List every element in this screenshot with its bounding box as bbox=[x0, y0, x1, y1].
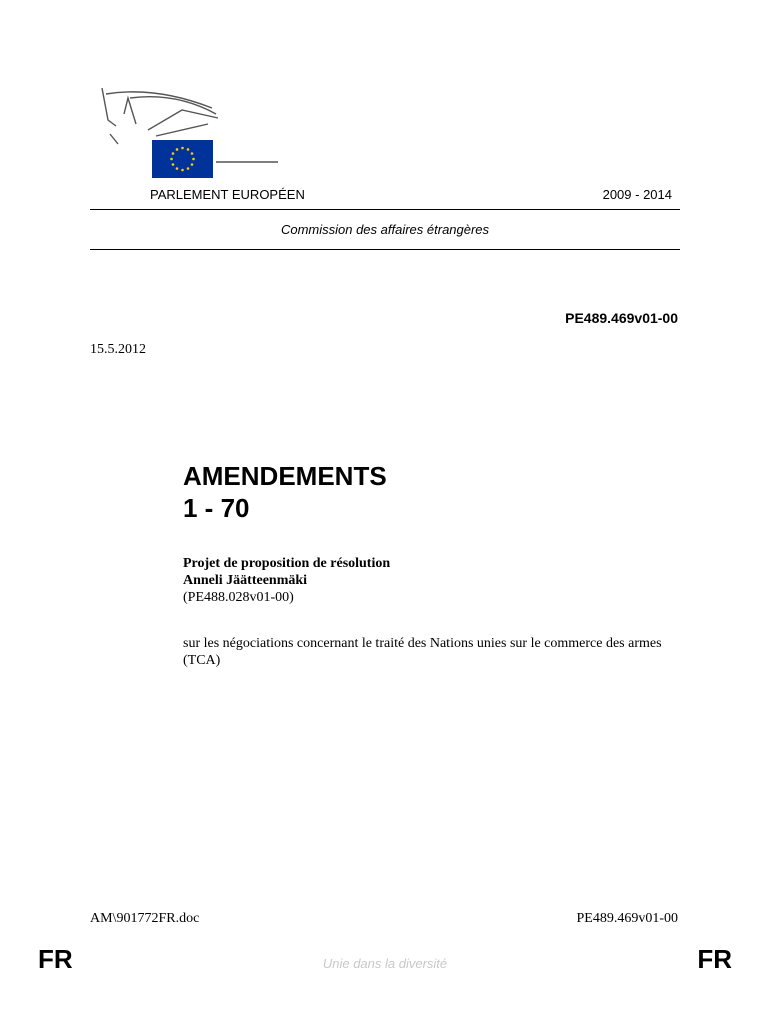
document-title bbox=[183, 460, 387, 524]
eu-star-icon bbox=[176, 167, 179, 170]
committee-name: Commission des affaires étrangères bbox=[280, 222, 490, 237]
draft-label: Projet de proposition de résolution bbox=[183, 556, 391, 571]
eu-star-icon bbox=[176, 148, 179, 151]
header-row bbox=[150, 187, 672, 202]
eu-motto: Unie dans la diversité bbox=[322, 956, 448, 971]
draft-info bbox=[183, 555, 390, 606]
document-reference: PE489.469v01-00 bbox=[565, 310, 678, 326]
title-line-2: 1 - 70 bbox=[183, 493, 250, 523]
header-divider-top bbox=[90, 209, 680, 210]
eu-star-icon bbox=[181, 169, 184, 172]
eu-star-icon bbox=[172, 152, 175, 155]
eu-star-icon bbox=[187, 167, 190, 170]
footer-reference: PE489.469v01-00 bbox=[576, 911, 678, 926]
language-code-left: FR bbox=[38, 944, 73, 974]
parliamentary-term: 2009 - 2014 bbox=[602, 187, 672, 202]
language-code-right: FR bbox=[697, 944, 732, 974]
document-date: 15.5.2012 bbox=[90, 342, 146, 357]
eu-flag-icon bbox=[152, 140, 213, 178]
rapporteur-name: Anneli Jäätteenmäki bbox=[183, 573, 308, 588]
title-line-1: AMENDEMENTS bbox=[183, 461, 387, 491]
eu-star-icon bbox=[191, 163, 194, 166]
eu-star-icon bbox=[187, 148, 190, 151]
eu-star-icon bbox=[191, 152, 194, 155]
eu-star-icon bbox=[170, 158, 173, 161]
footer-file-name: AM\901772FR.doc bbox=[90, 911, 200, 926]
european-parliament-logo bbox=[96, 84, 282, 180]
document-subject: sur les négociations concernant le traité des Nations unies sur le commerce des armes (TCA) bbox=[183, 636, 662, 668]
eu-star-icon bbox=[181, 147, 184, 150]
draft-reference: (PE488.028v01-00) bbox=[183, 590, 294, 605]
institution-name: PARLEMENT EUROPÉEN bbox=[150, 187, 305, 202]
eu-star-icon bbox=[172, 163, 175, 166]
header-divider-bottom bbox=[90, 249, 680, 250]
eu-star-icon bbox=[192, 158, 195, 161]
